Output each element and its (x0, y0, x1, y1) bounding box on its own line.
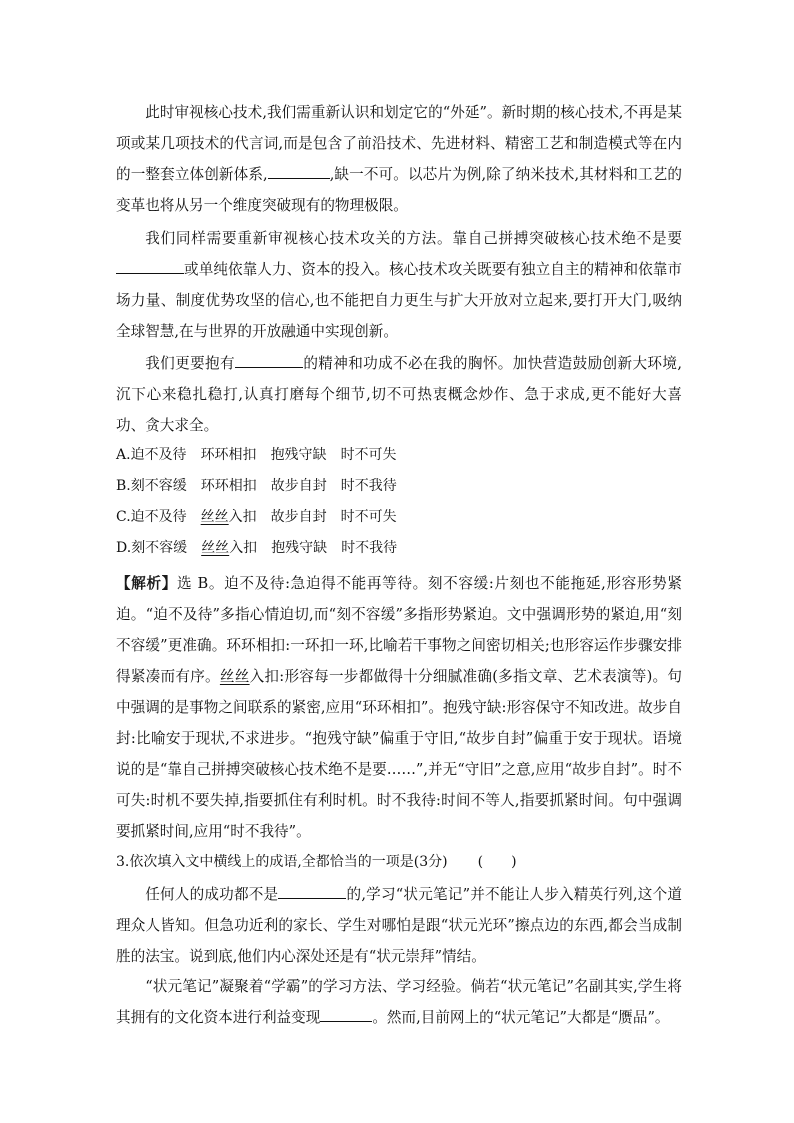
option-c[interactable] (116, 507, 397, 527)
text: 入扣 (228, 509, 257, 525)
text: 或单纯依靠人力、资本的投入。核心技术攻关既要有独立自主的精神和依靠市场力量、制度优势攻坚的信心,也不能把自力更生与扩大开放对立起来,要打开大门,吸纳全球智慧,在与世界的开放融通中实现创新。 (116, 261, 682, 340)
question-3-stem (116, 852, 517, 872)
text: “状元笔记”凝聚着“学霸”的学习方法、学习经验。倘若“状元笔记”名副其实,学生将其拥有的文化资本进行利益变现 (116, 978, 682, 1026)
option-letter: B. (116, 478, 131, 494)
text: 我们更要抱有 (145, 355, 235, 372)
option-word: 刻不容缓 (131, 540, 188, 556)
option-word: 时不我待 (340, 478, 397, 494)
option-word: 时不我待 (341, 540, 398, 556)
option-word: 故步自封 (270, 509, 327, 525)
option-letter: A. (116, 447, 131, 463)
option-b[interactable] (116, 476, 397, 496)
text: 我们同样需要重新审视核心技术攻关的方法。靠自己拼搏突破核心技术绝不是要 (145, 230, 682, 247)
option-word: 抱残守缺 (271, 540, 328, 556)
text: 入扣:形容每一步都做得十分细腻准确(多指文章、艺术表演等)。句中强调的是事物之间联系的紧密,应用“环环相扣”。抱残守缺:形容保守不知改进。故步自封:比喻安于现状,不求进步。“抱残守缺”偏重于守旧,“故步自封”偏重于安于现状。语境说的是“靠自己拼搏突破核心技术绝不是要……”,并无“守旧”之意,应用“故步自封”。时不可失:时机不要失掉,指要抓住有利时机。时不我待:时间不等人,指要抓紧时间。句中强调要抓紧时间,应用“时不我待”。 (116, 668, 682, 840)
option-word: 抱残守缺 (270, 447, 327, 463)
option-word: 环环相扣 (200, 447, 257, 463)
option-word (201, 507, 271, 527)
passage3-paragraph-1 (116, 879, 682, 972)
option-word: 迫不及待 (130, 447, 187, 463)
fill-blank-2 (116, 260, 184, 274)
fill-blank-3 (235, 354, 303, 368)
text: 的精神和功成不必在我的胸怀。加快营造鼓励创新大环境,沉下心来稳扎稳打,认真打磨每个细节,切不可热衷概念炒作、急于求成,更不能好大喜功、贪大求全。 (116, 355, 682, 434)
passage-paragraph-3 (116, 348, 682, 441)
option-word: 刻不容缓 (130, 478, 187, 494)
fill-blank-1 (268, 165, 330, 179)
analysis-tag: 【解析】 (116, 575, 177, 592)
fill-blank-q3-1 (278, 885, 346, 899)
text: 的,学习“状元笔记”并不能让人步入精英行列,这个道理众人皆知。但急功近利的家长、学生对哪怕是跟“状元光环”擦点边的东西,都会当成制胜的法宝。说到底,他们内心深处还是有“状元崇拜”情结。 (116, 886, 682, 965)
option-word: 时不可失 (340, 509, 397, 525)
option-letter: C. (116, 509, 131, 525)
fill-blank-q3-2 (320, 1008, 372, 1022)
option-word: 故步自封 (270, 478, 327, 494)
answer-bracket[interactable]: ( ) (477, 854, 517, 870)
analysis-paragraph (116, 568, 682, 847)
text: ,缺一不可。以芯片为例,除了纳米技术,其材料和工艺的变革也将从另一个维度突破现有的物理极限。 (116, 166, 683, 214)
passage3-paragraph-2 (116, 971, 682, 1033)
option-word: 迫不及待 (130, 509, 187, 525)
text: 入扣 (229, 540, 258, 556)
passage-paragraph-1 (116, 97, 682, 221)
text: 任何人的成功都不是 (145, 886, 279, 903)
underlined-text: 丝丝 (219, 668, 250, 685)
option-word: 环环相扣 (200, 478, 257, 494)
question-text: 3.依次填入文中横线上的成语,全都恰当的一项是(3分) (116, 854, 448, 870)
text: 选 B。迫不及待:急迫得不能再等待。刻不容缓:片刻也不能拖延,形容形势紧迫。“迫不及待”多指心情迫切,而“刻不容缓”多指形势紧迫。文中强调形势的紧迫,用“刻不容缓”更准确。环环相扣:一环扣一环,比喻若干事物之间密切相关;也形容运作步骤安排得紧凑而有序。 (116, 575, 682, 685)
option-word: 时不可失 (340, 447, 397, 463)
underlined-text: 丝丝 (201, 540, 230, 556)
option-d[interactable] (116, 538, 397, 558)
text: 此时审视核心技术,我们需重新认识和划定它的“外延”。新时期的核心技术,不再是某项或某几项技术的代言词,而是包含了前沿技术、先进材料、精密工艺和制造模式等在内的一整套立体创新体系, (116, 104, 682, 183)
option-word (201, 538, 271, 558)
text: 。然而,目前网上的“状元笔记”大都是“赝品”。 (372, 1009, 670, 1026)
passage-paragraph-2 (116, 223, 682, 347)
option-a[interactable] (116, 445, 397, 465)
underlined-text: 丝丝 (200, 509, 229, 525)
option-letter: D. (116, 540, 132, 556)
